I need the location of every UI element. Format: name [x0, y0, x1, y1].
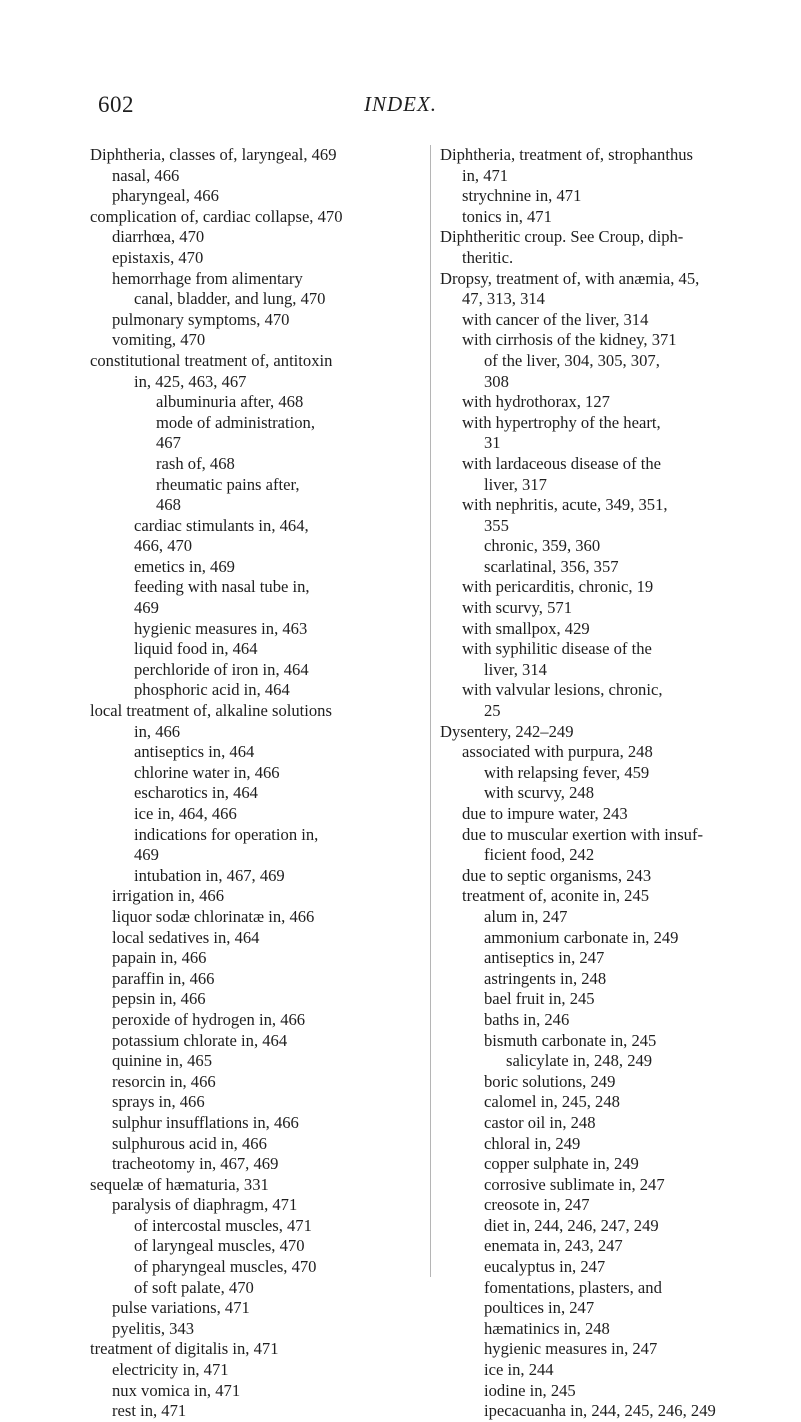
index-entry: pulse variations, 471 [112, 1298, 250, 1318]
index-entry: 469 [134, 598, 159, 618]
index-entry: of intercostal muscles, 471 [134, 1215, 312, 1235]
index-entry: nux vomica in, 471 [112, 1380, 241, 1400]
index-entry: 308 [484, 371, 509, 391]
index-entry: with relapsing fever, 459 [484, 762, 650, 782]
page-number: 602 [98, 92, 134, 117]
index-entry: Dysentery, 242–249 [440, 721, 574, 741]
index-entry: liver, 314 [484, 659, 547, 679]
index-entry: with lardaceous disease of the [462, 453, 662, 473]
index-entry: strychnine in, 471 [462, 186, 582, 206]
index-entry: resorcin in, 466 [112, 1071, 216, 1091]
index-entry: 355 [484, 515, 509, 535]
index-entry: 469 [134, 845, 159, 865]
index-entry: liquor sodæ chlorinatæ in, 466 [112, 906, 315, 926]
index-entry: copper sulphate in, 249 [484, 1154, 639, 1174]
index-entry: 467 [156, 433, 181, 453]
index-entry: epistaxis, 470 [112, 247, 204, 267]
index-entry: salicylate in, 248, 249 [506, 1051, 653, 1071]
index-entry: of pharyngeal muscles, 470 [134, 1257, 317, 1277]
index-entry: pyelitis, 343 [112, 1318, 195, 1338]
index-entry: hemorrhage from alimentary [112, 268, 303, 288]
index-entry: castor oil in, 248 [484, 1112, 596, 1132]
index-entry: indications for operation in, [134, 824, 319, 844]
index-entry: sulphur insufflations in, 466 [112, 1112, 299, 1132]
index-entry: corrosive sublimate in, 247 [484, 1174, 665, 1194]
index-entry: feeding with nasal tube in, [134, 577, 310, 597]
index-entry: rest in, 471 [112, 1401, 187, 1421]
index-entry: pulmonary symptoms, 470 [112, 309, 290, 329]
index-entry: local treatment of, alkaline solutions [90, 701, 332, 721]
index-entry: hygienic measures in, 463 [134, 618, 308, 638]
index-entry: ice in, 464, 466 [134, 804, 237, 823]
index-entry: paraffin in, 466 [112, 968, 215, 988]
index-entry: diarrhœa, 470 [112, 227, 205, 247]
index-entry: alum in, 247 [484, 906, 568, 926]
index-entry: 31 [484, 433, 501, 453]
index-entry: potassium chlorate in, 464 [112, 1030, 288, 1050]
index-entry: treatment of, aconite in, 245 [462, 886, 650, 906]
index-entry: with scurvy, 571 [462, 598, 572, 618]
index-entry: sprays in, 466 [112, 1092, 205, 1112]
index-entry: theritic. [462, 247, 514, 267]
index-column-left [90, 145, 428, 1422]
index-entry: in, 466 [134, 721, 181, 741]
index-entry: constitutional treatment of, antitoxin [90, 350, 333, 370]
index-entry: 466, 470 [134, 536, 193, 556]
index-entry: with cancer of the liver, 314 [462, 309, 649, 329]
index-entry: eucalyptus in, 247 [484, 1257, 606, 1277]
index-entry: electricity in, 471 [112, 1360, 229, 1380]
index-entry: 25 [484, 701, 501, 721]
index-entry: irrigation in, 466 [112, 886, 224, 906]
index-entry: nasal, 466 [112, 165, 180, 185]
index-entry: of laryngeal muscles, 470 [134, 1236, 305, 1256]
index-entry: complication of, cardiac collapse, 470 [90, 206, 343, 226]
index-entry: fomentations, plasters, and [484, 1277, 662, 1297]
index-entry: perchloride of iron in, 464 [134, 659, 309, 679]
index-entry: scarlatinal, 356, 357 [484, 556, 619, 576]
index-entry: papain in, 466 [112, 948, 207, 968]
index-entry: with valvular lesions, chronic, [462, 680, 663, 700]
index-entry: enemata in, 243, 247 [484, 1236, 623, 1256]
index-entry: with cirrhosis of the kidney, 371 [462, 330, 677, 350]
index-entry: with nephritis, acute, 349, 351, [462, 495, 668, 515]
index-entry: iodine in, 245 [484, 1380, 576, 1400]
index-entry: calomel in, 245, 248 [484, 1092, 620, 1112]
index-entry: chloral in, 249 [484, 1133, 581, 1153]
index-entry: diet in, 244, 246, 247, 249 [484, 1215, 659, 1235]
index-entry: rheumatic pains after, [156, 474, 300, 494]
index-entry: associated with purpura, 248 [462, 742, 653, 762]
index-entry: peroxide of hydrogen in, 466 [112, 1009, 306, 1029]
index-entry: rash of, 468 [156, 453, 235, 473]
index-entry: pharyngeal, 466 [112, 186, 219, 206]
index-entry: with hydrothorax, 127 [462, 392, 610, 412]
index-entry: with hypertrophy of the heart, [462, 412, 661, 432]
index-entry: creosote in, 247 [484, 1195, 590, 1215]
index-entry: poultices in, 247 [484, 1298, 595, 1318]
index-column-right [440, 145, 760, 1422]
index-entry: sulphurous acid in, 466 [112, 1133, 267, 1153]
index-entry: canal, bladder, and lung, 470 [134, 289, 326, 309]
index-entry: vomiting, 470 [112, 330, 206, 350]
index-entry: ipecacuanha in, 244, 245, 246, 249 [484, 1401, 716, 1421]
index-entry: mode of administration, [156, 412, 315, 432]
index-entry: due to impure water, 243 [462, 804, 628, 823]
index-entry: 468 [156, 495, 181, 515]
index-entry: due to septic organisms, 243 [462, 865, 652, 885]
index-entry: with pericarditis, chronic, 19 [462, 577, 654, 597]
index-entry: due to muscular exertion with insuf- [462, 824, 704, 844]
index-entry: escharotics in, 464 [134, 783, 258, 803]
index-entry: chlorine water in, 466 [134, 762, 280, 782]
index-entry: tracheotomy in, 467, 469 [112, 1154, 279, 1174]
index-entry: paralysis of diaphragm, 471 [112, 1195, 298, 1215]
index-entry: ammonium carbonate in, 249 [484, 927, 679, 947]
column-divider [430, 145, 431, 1277]
index-entry: liver, 317 [484, 474, 547, 494]
index-entry: with scurvy, 248 [484, 783, 594, 803]
index-entry: albuminuria after, 468 [156, 392, 304, 412]
index-entry: in, 425, 463, 467 [134, 371, 247, 391]
index-entry: of the liver, 304, 305, 307, [484, 350, 660, 370]
index-entry: with smallpox, 429 [462, 618, 590, 638]
index-entry: Dropsy, treatment of, with anæmia, 45, [440, 268, 700, 288]
index-entry: Diphtheria, treatment of, strophanthus [440, 145, 693, 164]
index-entry: sequelæ of hæmaturia, 331 [90, 1174, 269, 1194]
index-entry: Diphtheritic croup. See Croup, diph- [440, 227, 684, 247]
index-entry: cardiac stimulants in, 464, [134, 515, 309, 535]
index-entry: ice in, 244 [484, 1360, 554, 1380]
index-entry: liquid food in, 464 [134, 639, 258, 659]
index-entry: phosphoric acid in, 464 [134, 680, 290, 700]
index-entry: boric solutions, 249 [484, 1071, 616, 1091]
index-entry: Diphtheria, classes of, laryngeal, 469 [90, 145, 337, 164]
index-entry: treatment of digitalis in, 471 [90, 1339, 279, 1359]
index-entry: bismuth carbonate in, 245 [484, 1030, 657, 1050]
index-entry: quinine in, 465 [112, 1051, 213, 1071]
index-entry: astringents in, 248 [484, 968, 607, 988]
index-entry: baths in, 246 [484, 1009, 570, 1029]
index-entry: tonics in, 471 [462, 206, 552, 226]
index-entry: 47, 313, 314 [462, 289, 545, 309]
index-entry: chronic, 359, 360 [484, 536, 601, 556]
index-entry: hygienic measures in, 247 [484, 1339, 658, 1359]
index-entry: local sedatives in, 464 [112, 927, 260, 947]
index-entry: hæmatinics in, 248 [484, 1318, 610, 1338]
index-entry: with syphilitic disease of the [462, 639, 652, 659]
index-entry: intubation in, 467, 469 [134, 865, 285, 885]
index-entry: emetics in, 469 [134, 556, 235, 576]
index-entry: antiseptics in, 464 [134, 742, 255, 762]
index-entry: in, 471 [462, 165, 509, 185]
index-entry: pepsin in, 466 [112, 989, 206, 1009]
index-entry: bael fruit in, 245 [484, 989, 595, 1009]
index-entry: antiseptics in, 247 [484, 948, 605, 968]
index-entry: of soft palate, 470 [134, 1277, 254, 1297]
index-entry: ficient food, 242 [484, 845, 595, 865]
running-head: INDEX. [363, 92, 438, 116]
